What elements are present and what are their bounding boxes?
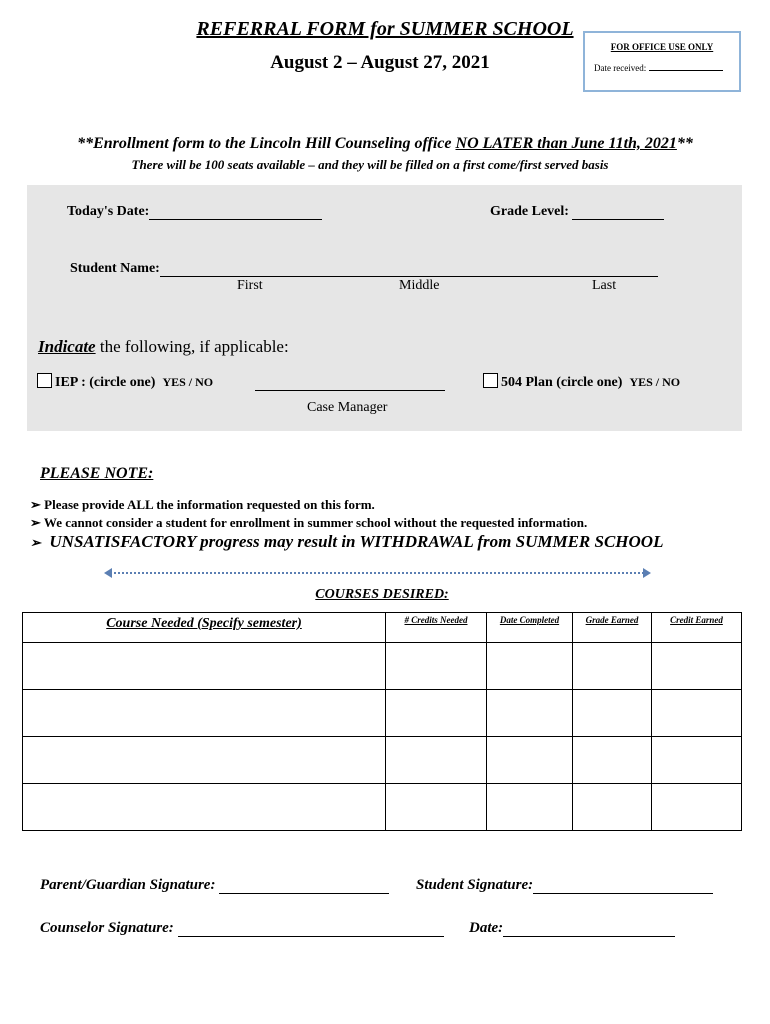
student-name-label: Student Name: [70, 261, 160, 276]
iep-checkbox[interactable] [37, 373, 52, 388]
plan504-label: 504 Plan (circle one) [501, 375, 623, 390]
parent-signature-row [40, 877, 389, 894]
counselor-signature-label: Counselor Signature: [40, 920, 174, 936]
grade-earned-cell[interactable] [573, 643, 652, 690]
counselor-signature-field[interactable] [178, 936, 444, 937]
grade-earned-cell[interactable] [573, 784, 652, 831]
arrow-right-icon [643, 568, 651, 578]
credit-earned-cell[interactable] [652, 737, 742, 784]
indicate-word: Indicate [38, 337, 96, 356]
parent-signature-label: Parent/Guardian Signature: [40, 877, 216, 893]
credits-needed-cell[interactable] [386, 643, 487, 690]
todays-date-row [67, 204, 322, 220]
bullet-arrow-icon: ➢ [30, 535, 41, 550]
enrollment-deadline [0, 135, 770, 153]
table-row [23, 737, 742, 784]
credits-needed-cell[interactable] [386, 784, 487, 831]
course-cell[interactable] [23, 643, 386, 690]
indicate-rest: the following, if applicable: [95, 337, 289, 356]
courses-header-row [23, 613, 742, 643]
date-completed-cell[interactable] [487, 690, 573, 737]
plan504-options[interactable]: YES / NO [629, 375, 681, 389]
course-cell[interactable] [23, 784, 386, 831]
column-header-grade-earned: Grade Earned [573, 613, 652, 643]
parent-signature-field[interactable] [219, 893, 389, 894]
date-received-field[interactable] [649, 70, 723, 71]
column-header-date-completed: Date Completed [487, 613, 573, 643]
seats-note: There will be 100 seats available – and they will be filled on a first come/first served basis [131, 157, 609, 172]
credit-earned-cell[interactable] [652, 784, 742, 831]
column-header-credits-needed: # Credits Needed [386, 613, 487, 643]
credits-needed-cell[interactable] [386, 690, 487, 737]
grade-earned-cell[interactable] [573, 737, 652, 784]
office-use-heading: FOR OFFICE USE ONLY [610, 42, 714, 52]
grade-level-row [490, 204, 664, 220]
indicate-heading [38, 337, 289, 357]
date-row [469, 920, 675, 937]
bullet-arrow-icon: ➢ [30, 515, 41, 530]
student-info-panel [27, 185, 742, 431]
date-label: Date: [469, 920, 504, 936]
student-signature-row [416, 877, 713, 894]
course-cell[interactable] [23, 690, 386, 737]
plan504-checkbox[interactable] [483, 373, 498, 388]
name-part-first: First [237, 278, 263, 293]
grade-level-field[interactable] [572, 219, 664, 220]
student-name-row [70, 261, 658, 277]
column-header-credit-earned: Credit Earned [652, 613, 742, 643]
credit-earned-cell[interactable] [652, 690, 742, 737]
todays-date-field[interactable] [149, 219, 322, 220]
date-field[interactable] [503, 936, 675, 937]
date-completed-cell[interactable] [487, 784, 573, 831]
student-signature-label: Student Signature: [416, 877, 534, 893]
date-completed-cell[interactable] [487, 643, 573, 690]
column-header-course: Course Needed (Specify semester) [23, 613, 386, 643]
date-completed-cell[interactable] [487, 737, 573, 784]
program-dates: August 2 – August 27, 2021 [270, 52, 490, 73]
enrollment-suffix: ** [676, 135, 693, 152]
iep-row [37, 373, 213, 391]
bullet-arrow-icon: ➢ [30, 497, 41, 512]
enrollment-deadline-date: NO LATER than June 11th, 2021 [455, 135, 677, 152]
form-title: REFERRAL FORM for SUMMER SCHOOL [196, 18, 574, 40]
note-item-warning: ➢ UNSATISFACTORY progress may result in WITHDRAWAL from SUMMER SCHOOL [30, 532, 664, 551]
dotted-divider [110, 572, 644, 574]
plan504-row [483, 373, 680, 391]
date-received-row [594, 63, 739, 73]
case-manager-field[interactable] [255, 375, 445, 391]
iep-label: IEP : (circle one) [55, 375, 156, 390]
grade-earned-cell[interactable] [573, 690, 652, 737]
name-part-middle: Middle [399, 278, 440, 293]
counselor-signature-row [40, 920, 444, 937]
name-part-last: Last [592, 278, 617, 293]
courses-table [22, 612, 742, 831]
table-row [23, 643, 742, 690]
credit-earned-cell[interactable] [652, 643, 742, 690]
enrollment-prefix: **Enrollment form to the Lincoln Hill Counseling office [77, 135, 456, 152]
table-row [23, 690, 742, 737]
note-item: ➢ We cannot consider a student for enrollment in summer school without the requested information. [30, 515, 588, 530]
case-manager-label: Case Manager [307, 400, 388, 415]
student-name-field[interactable] [160, 276, 658, 277]
course-cell[interactable] [23, 737, 386, 784]
credits-needed-cell[interactable] [386, 737, 487, 784]
todays-date-label: Today's Date: [67, 204, 150, 219]
table-row [23, 784, 742, 831]
note-item: ➢ Please provide ALL the information requested on this form. [30, 497, 375, 512]
iep-options[interactable]: YES / NO [162, 375, 214, 389]
office-use-box [583, 31, 741, 92]
student-signature-field[interactable] [533, 893, 713, 894]
please-note-title: PLEASE NOTE: [40, 465, 154, 482]
courses-title: COURSES DESIRED: [315, 587, 449, 602]
date-received-label: Date received: [594, 63, 647, 73]
grade-level-label: Grade Level: [490, 204, 569, 219]
